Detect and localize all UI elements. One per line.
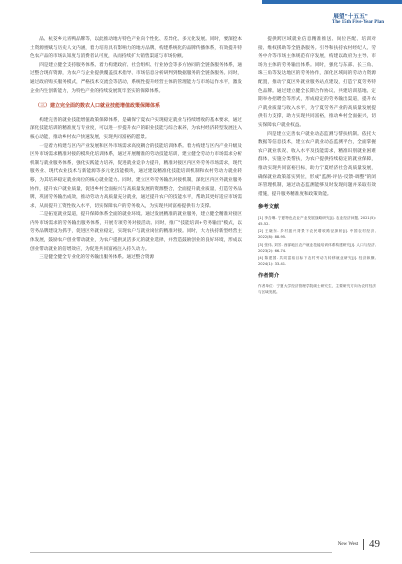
section-subheading: （三）建立完全面的数农人口就业技能增值政策保障体系 xyxy=(35,103,161,110)
paragraph: 提供跨区域就业信息精准推送、岗位匹配、培训对接、维权援助等全链条服务。引导和扶持农村经纪人、劳务中介等市场主体规范有序发展，构建以政府为主导、市场为主体的劳务输出体系。同时，强化与东部、长三角、珠三角等发达地区的劳务协作，深化区域间的劳动力资源配置，推动宁夏区外就业服务站点建设，打造宁夏劳务特色品牌。通过建立健全长期合作协议、共建培训基地、定期举办招聘会等形式，形成稳定的劳务输出渠道，提升农户就业质量与收入水平，为宁夏劳务产业的高质量发展提供有力支撑，助力实现共同富裕，推动乡村全面振兴，切实保障农户就业权益。 xyxy=(258,37,376,128)
right-column xyxy=(258,36,376,296)
references-heading: 参考文献 xyxy=(258,204,280,211)
reference-item: [1] 李含琳. 宁夏特色农业产业发展战略研究[J]. 农业经济问题, 2021(5): 45-52. xyxy=(258,215,376,227)
paragraph: 四是建立完善农户就业动态监测与帮扶机制。依托大数据等信息技术，建立农户就业动态监测平台，全面掌握农户就业状况、收入水平及技能需求，精准识别就业困难群体，实施分类帮扶，为农户提供持续稳定的就业保障，推动实现共同富裕目标，助力宁夏经济社会高质量发展，确保就业政策落实到位，形成"监测-评估-反馈-调整"的闭环管理机制，通过动态监测能够及时发现问题并采取有效措施，提升服务精准度和政策效能。 xyxy=(258,131,376,197)
reference-item: [2] 王晓东. 乡村振兴背景下农民增收路径探析[J]. 中国农村经济, 2022(8): 88-95. xyxy=(258,229,376,240)
reference-item: [3] 张伟, 刘芳. 西部地区农户就业技能培训体系构建研究[J]. 人口与经济, 2023(2): 66-74. xyxy=(258,242,376,253)
paragraph: 一是着力构建与区内产业发展和区外市场需求高度耦合的技能培训体系。着力构建与区内产业升级及区外市场需求精准对接的模块化培训体系，通过开展精准的劳动技能培训，建立健全劳动力市场需求分析机制与就业服务体系，强化实践能力培养，促进就业竞争力提升，精准对接区内区外劳务市场需求，现代服务业、现代农业技术与新能源等多元化技能模块，通过建设精准化技能培训机制和农村劳动力就业转移，为其培养稳定就业岗位的核心就业能力。同时，建立区外劳务输出对接机制，深化区内区外就业服务协作，提升农户就业质量，促进乡村全面振兴与高质量发展的资源整合，全面提升就业质量，打造劳务品牌，巩固劳务输出成效，推动劳动力高质量充分就业，通过提升农户的技能水平，帮助其更好适应市场需求，从而提升工资性收入水平，切实保障农户的劳务收入，为实现共同富裕提供有力支撑。 xyxy=(30,143,242,209)
page-footer xyxy=(338,538,380,550)
references-list xyxy=(258,215,376,268)
paragraph: 三是健全健全专业化的劳务输出服务体系。通过整合资源 xyxy=(39,255,155,261)
paragraph: 二是拓宽就业渠道，提升保障体系全面的就业环境。通过发展精准的就业服务，建立健全精准对接区内外市场需求的劳务输出服务体系，开展专项劳务对接活动。同时，推广"技能培训+劳务输出"模式，以劳务品牌建设为抓手，促进区外就业稳定，实现农户与就业岗位的精准对接。同时，大力扶持新型经营主体发展，鼓励农户创业带动就业，为农户提供灵活多元的就业选择，并营造鼓励创业的良好环境，形成以创业带动就业的倍增效应，为促进共同富裕注入持久动力。 xyxy=(30,212,242,252)
magazine-name: New West xyxy=(337,541,359,547)
author-bio: 作者单位：宁夏大学经济管理学院硕士研究生，主要研究方向为农村经济与区域发展。 xyxy=(258,284,376,295)
header-accent-bar xyxy=(262,0,402,4)
paragraph: 品、杭茭乡元宵鸭品牌等，以此推动地方特色产业向个性化、差异化、多元化发展。同时，要深挖本土资源禀赋与历史人文内涵，着力培育具有影响力的地方品牌，构建系统化的品牌传播体系，有效提升特色农产品的市场认知度与消费者认可度，从而持续扩大销售渠道与市场份额。 xyxy=(30,37,242,60)
page-number: 49 xyxy=(369,538,380,550)
paragraph: 四是建立健全支持服务体系。着力构建政府、社会组织、行业协会等多方协同的全链条服务体系，通过整合现有资源，为农户与企业提供覆盖技术指导、市场信息分析研判到数据服务的全链条服务。同时，通过政府购买服务模式，严格技术交流会等活动，系统性提升经营主体的管理能力与市场运作水平，激发企业内生创新能力，为特色产业的持续发展筑牢坚实的保障体系。 xyxy=(30,62,242,94)
footer-rule xyxy=(30,552,332,553)
reference-item: [4] 陈建国. 共同富裕目标下农村劳动力转移就业研究[J]. 经济纵横, 2024(1): 33-41. xyxy=(258,256,376,267)
column-title-zh: 展望"十五五" xyxy=(333,14,368,20)
column-title-en: The 15th Five-Year Plan xyxy=(332,20,384,25)
left-column xyxy=(30,36,242,263)
footer-divider xyxy=(363,539,364,550)
page-header xyxy=(262,0,402,38)
author-heading: 作者简介 xyxy=(258,272,280,279)
paragraph: 构建完善的就业技能增值政策保障体系，是确保宁夏农户实现稳定就业与持续增收的基本要求，通过深化技能培训的精准度与专业度，可以进一步提升农户的职业技能与综合素养，为农村经济转型发展注入核心动能，推动乡村农户快速发展，实现共同富裕的愿景。 xyxy=(30,117,242,140)
